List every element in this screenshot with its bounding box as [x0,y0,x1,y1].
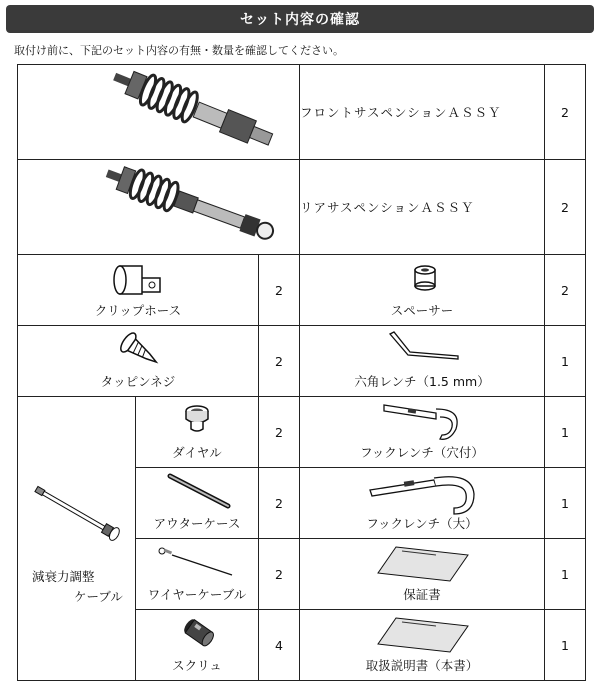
spacer-qty: 2 [545,255,586,326]
section-header [6,5,594,33]
hook-wrench-large-name: フックレンチ（大） [366,516,478,531]
clip-hose-icon [108,260,168,300]
rear-suspension-icon [18,160,300,255]
hook-wrench-large-cell [300,468,545,539]
tapping-screw-cell [18,326,259,397]
front-suspension-image-cell [18,65,300,160]
spacer-name: スペーサー [390,303,454,318]
warranty-doc-icon [376,545,472,583]
tapping-screw-qty: 2 [259,326,300,397]
screw-cell [136,610,259,681]
hook-wrench-holed-icon [378,399,468,443]
hex-wrench-icon [384,330,464,364]
screw-qty: 4 [259,610,300,681]
damping-cable-cell [18,397,136,681]
clip-hose-cell [18,255,259,326]
clip-hose-name: クリップホース [94,303,182,318]
manual-doc-icon [376,616,472,654]
manual-cell [300,610,545,681]
hook-wrench-holed-name: フックレンチ（穴付） [360,445,484,460]
hook-wrench-holed-qty: 1 [545,397,586,468]
rear-suspension-image-cell [18,160,300,255]
hex-wrench-cell [300,326,545,397]
spacer-cell [300,255,545,326]
manual-qty: 1 [545,610,586,681]
wire-cable-icon [156,545,236,579]
rear-suspension-name: リアサスペンションＡＳＳＹ [300,160,545,255]
front-suspension-qty: 2 [545,65,586,160]
table-row [18,397,586,468]
wire-cable-name: ワイヤーケーブル [147,587,247,602]
damping-cable-name-line2: ケーブル [74,589,123,604]
wire-cable-qty: 2 [259,539,300,610]
dial-cell [136,397,259,468]
damping-cable-icon [28,483,128,543]
warranty-name: 保証書 [403,587,441,602]
damping-cable-name-line1: 減衰力調整 [32,569,95,584]
dial-qty: 2 [259,397,300,468]
clip-hose-qty: 2 [259,255,300,326]
section-title: セット内容の確認 [240,12,360,28]
screw-name: スクリュ [172,658,222,673]
spacer-icon [410,263,440,293]
table-row [18,160,586,255]
hook-wrench-large-qty: 1 [545,468,586,539]
tapping-screw-name: タッピンネジ [100,374,176,389]
dial-icon [182,403,212,435]
damping-cable-label [32,567,123,607]
hex-wrench-name: 六角レンチ（1.5 mm） [354,374,490,389]
outer-case-cell [136,468,259,539]
dial-name: ダイヤル [172,445,222,460]
front-suspension-icon [18,65,300,160]
table-row [18,255,586,326]
intro-text: 取付け前に、下記のセット内容の有無・数量を確認してください。 [14,44,344,57]
manual-name: 取扱説明書（本書） [365,658,479,673]
outer-case-qty: 2 [259,468,300,539]
outer-case-name: アウターケース [153,516,241,531]
hook-wrench-holed-cell [300,397,545,468]
wire-cable-cell [136,539,259,610]
rear-suspension-qty: 2 [545,160,586,255]
table-row [18,326,586,397]
warranty-qty: 1 [545,539,586,610]
warranty-cell [300,539,545,610]
hook-wrench-large-icon [364,470,484,516]
hex-wrench-qty: 1 [545,326,586,397]
table-row [18,65,586,160]
parts-table [17,64,586,681]
screw-icon [180,614,216,650]
tapping-screw-icon [114,330,164,372]
outer-case-icon [164,472,234,512]
front-suspension-name: フロントサスペンションＡＳＳＹ [300,65,545,160]
